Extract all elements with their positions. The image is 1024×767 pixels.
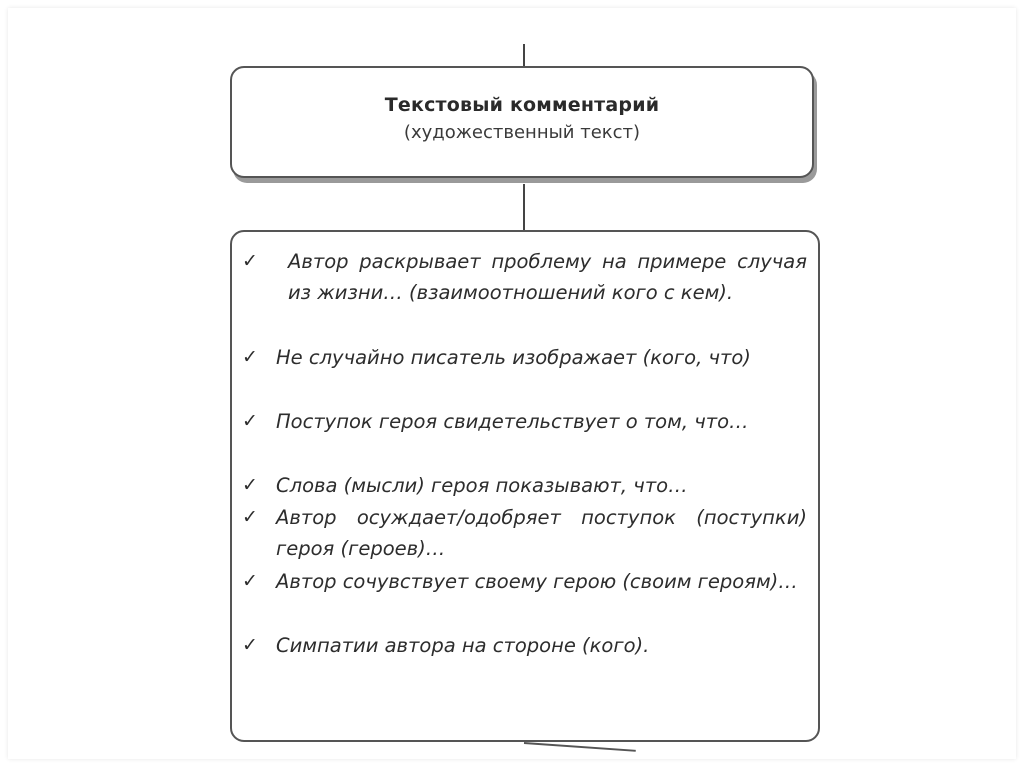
checklist-item — [242, 246, 807, 308]
checklist-item-text: Слова (мысли) героя показывают, что… — [276, 474, 688, 497]
checklist-item — [242, 502, 807, 564]
checklist-box — [230, 230, 820, 742]
checklist-item-text: Симпатии автора на стороне (кого). — [276, 634, 650, 657]
connector-line-top — [523, 44, 525, 68]
checklist-item-text: Автор раскрывает проблему на примере случая из жизни… (взаимоотношений кого с кем). — [288, 250, 807, 304]
title-box-title: Текстовый комментарий — [384, 94, 660, 116]
title-box — [230, 66, 814, 178]
connector-line-middle — [523, 184, 525, 232]
page — [8, 8, 1016, 759]
title-box-subtitle: (художественный текст) — [403, 122, 641, 143]
checklist-item-text: Не случайно писатель изображает (кого, что) — [276, 346, 751, 369]
checkmark-icon: ✓ — [242, 506, 258, 528]
checkmark-icon: ✓ — [242, 410, 258, 432]
checklist-item — [242, 406, 807, 437]
checkmark-icon: ✓ — [242, 346, 258, 368]
checklist-item-text: Автор осуждает/одобряет поступок (поступки) героя (героев)… — [276, 506, 807, 560]
checklist-item-text: Автор сочувствует своему герою (своим героям)… — [276, 570, 798, 593]
checklist-item-text: Поступок героя свидетельствует о том, что… — [276, 410, 749, 433]
connector-line-bottom — [524, 742, 636, 752]
checklist-item — [242, 470, 807, 501]
checklist-item — [242, 566, 807, 597]
checklist-item — [242, 342, 807, 373]
checkmark-icon: ✓ — [242, 250, 258, 272]
checklist-item — [242, 630, 807, 661]
checkmark-icon: ✓ — [242, 634, 258, 656]
checkmark-icon: ✓ — [242, 570, 258, 592]
checkmark-icon: ✓ — [242, 474, 258, 496]
